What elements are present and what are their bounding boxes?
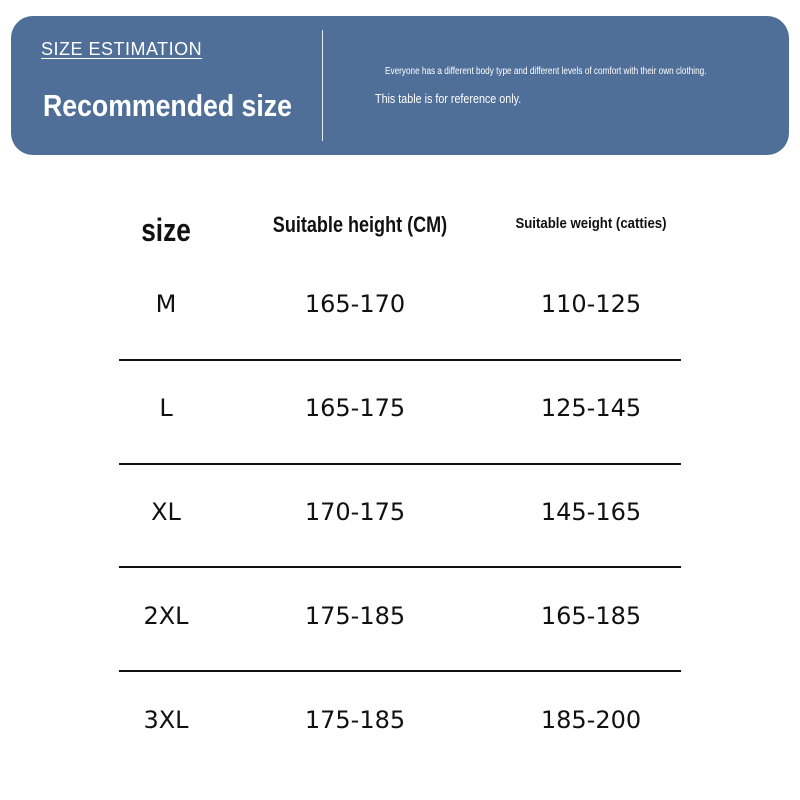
cell-size: XL (151, 498, 181, 526)
header-height: Suitable height (CM) (272, 212, 448, 237)
row-divider (119, 566, 681, 568)
cell-weight: 110-125 (540, 290, 642, 318)
table-row (0, 394, 800, 434)
cell-height: 175-185 (304, 602, 406, 630)
cell-height: 165-170 (304, 290, 406, 318)
banner-kicker: SIZE ESTIMATION (41, 39, 203, 59)
banner-title: Recommended size (43, 88, 292, 123)
cell-height: 170-175 (304, 498, 406, 526)
table-row (0, 498, 800, 538)
header-weight: Suitable weight (catties) (515, 215, 667, 232)
header-size: size (141, 212, 191, 248)
table-row (0, 706, 800, 746)
cell-size: 3XL (143, 706, 189, 734)
table-row (0, 602, 800, 642)
row-divider (119, 670, 681, 672)
cell-weight: 165-185 (540, 602, 642, 630)
row-divider (119, 359, 681, 361)
cell-height: 165-175 (304, 394, 406, 422)
banner-note-reference: This table is for reference only. (375, 92, 522, 106)
cell-size: L (159, 394, 173, 422)
cell-height: 175-185 (304, 706, 406, 734)
row-divider (119, 463, 681, 465)
cell-size: 2XL (143, 602, 189, 630)
cell-weight: 145-165 (540, 498, 642, 526)
banner-note-body-type: Everyone has a different body type and different levels of comfort with their own clothing. (385, 66, 707, 77)
cell-weight: 125-145 (540, 394, 642, 422)
table-row (0, 290, 800, 330)
cell-size: M (155, 290, 177, 318)
cell-weight: 185-200 (540, 706, 642, 734)
